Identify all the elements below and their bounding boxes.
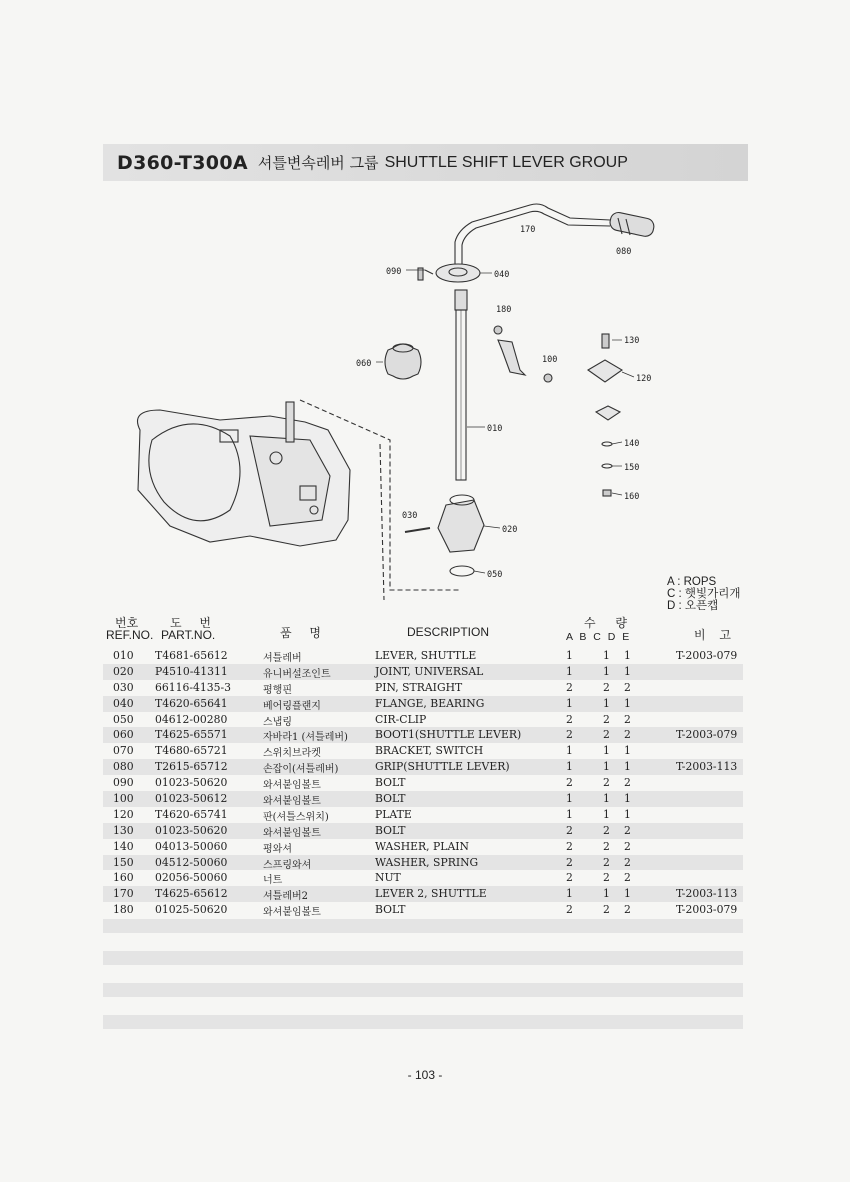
cell-b: 1 — [603, 649, 610, 662]
page-number: - 103 - — [407, 1068, 443, 1082]
cell-a: 1 — [566, 887, 573, 901]
group-code: D360-T300A — [117, 151, 248, 174]
cell-ref: 140 — [113, 839, 134, 853]
table-row — [103, 712, 743, 728]
cell-part: 66116-4135-3 — [155, 680, 231, 694]
cell-b: 2 — [603, 855, 610, 869]
cell-b: 2 — [603, 712, 610, 726]
cell-b: 1 — [603, 887, 610, 901]
cell-desc: CIR-CLIP — [375, 712, 427, 726]
cell-b: 1 — [603, 744, 610, 758]
table-row — [103, 855, 743, 871]
cell-ko: 너트 — [263, 875, 283, 887]
cell-a: 1 — [566, 744, 573, 758]
cell-desc: WASHER, PLAIN — [375, 839, 469, 853]
cell-desc: PLATE — [375, 807, 412, 821]
cell-c: 1 — [624, 696, 631, 710]
cell-desc: WASHER, SPRING — [375, 855, 479, 869]
callout-150: 150 — [624, 463, 640, 473]
legend-rops: A : ROPS — [667, 576, 717, 588]
cell-ko: 셔틀레버 — [263, 653, 302, 664]
cell-b: 1 — [603, 760, 610, 774]
legend-sunshade: C : 햇빛가리개 — [667, 588, 741, 600]
cell-c: 2 — [624, 903, 631, 917]
cell-b: 2 — [603, 903, 610, 917]
header-qty-columns: A B C D E — [566, 631, 630, 643]
cell-ko: 평와셔 — [263, 843, 292, 855]
header-part-ko: 도 번 — [170, 616, 211, 630]
cell-part: T4680-65721 — [155, 744, 228, 758]
cell-part: 01025-50620 — [155, 903, 228, 917]
cell-c: 2 — [624, 855, 631, 869]
cell-c: 2 — [624, 728, 631, 742]
cell-ko: 와셔붙임볼트 — [263, 796, 321, 808]
cell-desc: BOLT — [375, 792, 406, 806]
cell-part: 01023-50620 — [155, 776, 228, 790]
cell-ko: 평행핀 — [263, 684, 292, 696]
cell-desc: BOOT1(SHUTTLE LEVER) — [375, 728, 522, 742]
cell-b: 2 — [603, 839, 610, 853]
cell-a: 2 — [566, 776, 573, 790]
cell-c: 1 — [624, 649, 631, 662]
table-row — [103, 839, 743, 855]
cell-desc: LEVER 2, SHUTTLE — [375, 887, 487, 901]
cell-desc: GRIP(SHUTTLE LEVER) — [375, 760, 510, 774]
header-remarks-ko: 비 고 — [694, 628, 731, 642]
cell-a: 2 — [566, 839, 573, 853]
callout-050: 050 — [487, 570, 503, 580]
model-legend — [667, 576, 740, 612]
cell-a: 1 — [566, 760, 573, 774]
cell-c: 1 — [624, 744, 631, 758]
cell-ref: 030 — [113, 680, 134, 694]
cell-c: 2 — [624, 712, 631, 726]
cell-c: 2 — [624, 776, 631, 790]
cell-ko: 베어링플랜지 — [263, 700, 321, 712]
header-name-ko: 품 명 — [280, 626, 321, 640]
cell-part: 04013-50060 — [155, 839, 228, 853]
cell-a: 1 — [566, 807, 573, 821]
cell-part: P4510-41311 — [155, 664, 228, 678]
cell-b: 2 — [603, 728, 610, 742]
cell-c: 2 — [624, 680, 631, 694]
cell-a: 2 — [566, 712, 573, 726]
cell-desc: BRACKET, SWITCH — [375, 744, 484, 758]
callout-140: 140 — [624, 439, 640, 449]
cell-rem: T-2003-113 — [676, 760, 738, 774]
cell-a: 2 — [566, 680, 573, 694]
cell-part: 04512-50060 — [155, 855, 228, 869]
cell-part: T4625-65612 — [155, 887, 228, 901]
group-title-english: SHUTTLE SHIFT LEVER GROUP — [384, 153, 628, 171]
cell-ko: 셔틀레버2 — [263, 891, 309, 903]
cell-ref: 010 — [113, 649, 134, 662]
cell-b: 1 — [603, 664, 610, 678]
cell-ref: 170 — [113, 887, 134, 901]
cell-ko: 자바라1 (셔틀레버) — [263, 732, 348, 744]
cell-c: 1 — [624, 887, 631, 901]
cell-ko: 와셔붙임볼트 — [263, 907, 321, 919]
empty-row — [103, 983, 743, 997]
cell-desc: BOLT — [375, 823, 406, 837]
cell-c: 1 — [624, 807, 631, 821]
callout-060: 060 — [356, 359, 372, 369]
cell-a: 1 — [566, 664, 573, 678]
cell-part: T2615-65712 — [155, 760, 228, 774]
cell-ref: 050 — [113, 712, 134, 726]
table-row — [103, 743, 743, 759]
cell-ko: 스프링와셔 — [263, 859, 312, 871]
cell-ko: 스냅링 — [263, 716, 292, 728]
table-row — [103, 870, 743, 886]
cell-b: 1 — [603, 792, 610, 806]
cell-ref: 060 — [113, 728, 134, 742]
cell-ref: 070 — [113, 744, 134, 758]
cell-rem: T-2003-079 — [676, 649, 738, 662]
callout-180: 180 — [496, 305, 512, 315]
callout-130: 130 — [624, 336, 640, 346]
table-row — [103, 727, 743, 743]
callout-030: 030 — [402, 511, 418, 521]
cell-part: 01023-50620 — [155, 823, 228, 837]
cell-ko: 손잡이(셔틀레버) — [263, 764, 339, 776]
cell-c: 1 — [624, 760, 631, 774]
cell-b: 1 — [603, 807, 610, 821]
cell-a: 1 — [566, 696, 573, 710]
cell-desc: JOINT, UNIVERSAL — [375, 664, 484, 678]
cell-ref: 120 — [113, 807, 134, 821]
cell-b: 1 — [603, 696, 610, 710]
cell-ko: 유니버설조인트 — [263, 668, 331, 680]
cell-ref: 130 — [113, 823, 134, 837]
cell-a: 2 — [566, 903, 573, 917]
cell-desc: LEVER, SHUTTLE — [375, 649, 477, 662]
callout-020: 020 — [502, 525, 518, 535]
group-title-korean: 셔틀변속레버 그룹 — [257, 154, 379, 172]
table-row — [103, 648, 743, 664]
cell-ref: 160 — [113, 871, 134, 885]
cell-a: 2 — [566, 823, 573, 837]
empty-row — [103, 1015, 743, 1029]
legend-open-cab: D : 오픈캡 — [667, 600, 719, 612]
cell-c: 2 — [624, 839, 631, 853]
table-row — [103, 791, 743, 807]
cell-part: 01023-50612 — [155, 792, 228, 806]
cell-part: T4625-65571 — [155, 728, 228, 742]
header-part-en: PART.NO. — [161, 628, 216, 642]
callout-080: 080 — [616, 247, 632, 257]
header-qty-ko: 수 량 — [584, 616, 627, 630]
table-row — [103, 664, 743, 680]
cell-desc: FLANGE, BEARING — [375, 696, 485, 710]
cell-part: T4620-65741 — [155, 807, 228, 821]
cell-part: T4681-65612 — [155, 649, 228, 662]
table-row — [103, 775, 743, 791]
cell-b: 2 — [603, 776, 610, 790]
header-ref-ko: 번호 — [115, 616, 139, 630]
cell-c: 1 — [624, 664, 631, 678]
cell-c: 2 — [624, 823, 631, 837]
cell-a: 1 — [566, 792, 573, 806]
callout-040: 040 — [494, 270, 510, 280]
cell-ko: 판(셔틀스위치) — [263, 811, 329, 823]
cell-ref: 090 — [113, 776, 134, 790]
table-row — [103, 902, 743, 918]
header-description: DESCRIPTION — [407, 625, 490, 639]
cell-a: 2 — [566, 728, 573, 742]
cell-rem: T-2003-079 — [676, 903, 738, 917]
cell-ref: 020 — [113, 664, 134, 678]
cell-ko: 스위치브라켓 — [263, 748, 321, 760]
cell-c: 2 — [624, 871, 631, 885]
cell-b: 2 — [603, 823, 610, 837]
table-row — [103, 759, 743, 775]
cell-b: 2 — [603, 680, 610, 694]
cell-a: 2 — [566, 855, 573, 869]
cell-part: T4620-65641 — [155, 696, 228, 710]
callout-170: 170 — [520, 225, 536, 235]
empty-row — [103, 951, 743, 965]
cell-rem: T-2003-079 — [676, 728, 738, 742]
cell-c: 1 — [624, 792, 631, 806]
cell-desc: PIN, STRAIGHT — [375, 680, 463, 694]
header-ref-en: REF.NO. — [106, 628, 154, 642]
cell-a: 1 — [566, 649, 573, 662]
cell-ref: 080 — [113, 760, 134, 774]
callout-010: 010 — [487, 424, 503, 434]
callout-100: 100 — [542, 355, 558, 365]
cell-rem: T-2003-113 — [676, 887, 738, 901]
cell-desc: NUT — [375, 871, 401, 885]
table-row — [103, 886, 743, 902]
cell-part: 02056-50060 — [155, 871, 228, 885]
parts-table — [103, 648, 743, 918]
cell-ref: 150 — [113, 855, 134, 869]
table-row — [103, 696, 743, 712]
cell-ref: 100 — [113, 792, 134, 806]
cell-ko: 와셔붙임볼트 — [263, 827, 321, 839]
cell-a: 2 — [566, 871, 573, 885]
cell-ko: 와셔붙임볼트 — [263, 780, 321, 792]
empty-row — [103, 919, 743, 933]
cell-desc: BOLT — [375, 903, 406, 917]
exploded-parts-diagram — [100, 190, 750, 610]
cell-desc: BOLT — [375, 776, 406, 790]
table-row — [103, 807, 743, 823]
callout-160: 160 — [624, 492, 640, 502]
cell-ref: 180 — [113, 903, 134, 917]
callout-090: 090 — [386, 267, 402, 277]
cell-ref: 040 — [113, 696, 134, 710]
cell-b: 2 — [603, 871, 610, 885]
table-row — [103, 680, 743, 696]
callout-120: 120 — [636, 374, 652, 384]
table-row — [103, 823, 743, 839]
group-title-bar — [103, 144, 748, 181]
cell-part: 04612-00280 — [155, 712, 228, 726]
